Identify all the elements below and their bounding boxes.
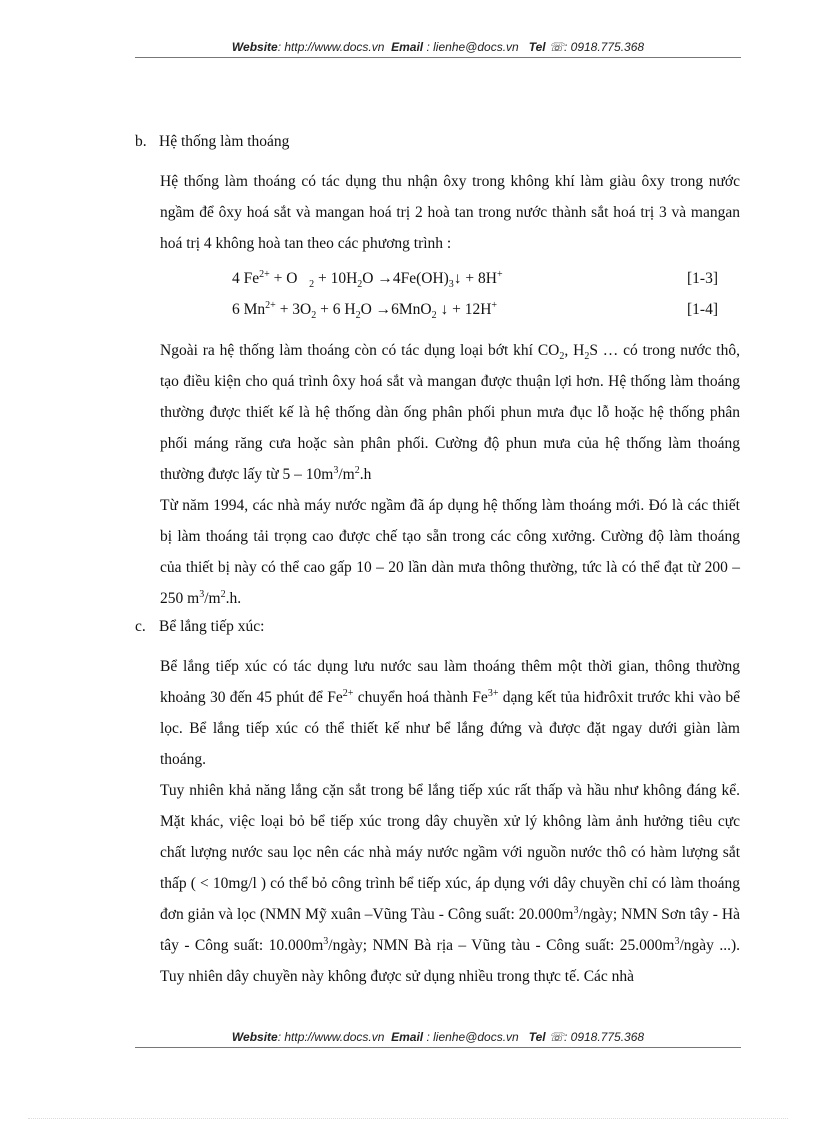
section-b-marker: b. bbox=[135, 133, 147, 150]
footer-email-value: : lienhe@docs.vn bbox=[426, 1030, 519, 1044]
section-c-paragraph-2: Tuy nhiên khả năng lắng cặn sắt trong bể lắng tiếp xúc rất thấp và hầu như không đáng kể. Mặt khác, việc loại bỏ bể tiếp xúc trong dây chuyền xử lý không làm ảnh hưởng tiêu cực chất lượng nước sau lọc nên các nhà máy nước ngầm với nguồn nước thô có hàm lượng sắt thấp ( < 10mg/l ) có thể bỏ công trình bể tiếp xúc, áp dụng với dây chuyền chỉ có làm thoáng đơn giản và lọc (NMN Mỹ xuân –Vũng Tàu - Công suất: $20.000m^3$/ngày; NMN Sơn tây - Hà tây - Công suất: $10.000m^3$/ngày; NMN Bà rịa – Vũng tàu - Công suất: $25.000m^3$/ngày ...). Tuy nhiên dây chuyền này không được sử dụng nhiều trong thực tế. Các nhà bbox=[160, 782, 740, 985]
footer-website-label: Website bbox=[231, 1030, 278, 1044]
footer-email-label: Email bbox=[391, 1030, 424, 1044]
section-c-heading bbox=[135, 618, 264, 636]
section-c-title: Bể lắng tiếp xúc: bbox=[159, 618, 265, 635]
footer-website-value: : http://www.docs.vn bbox=[277, 1030, 385, 1044]
equation-1-4 bbox=[232, 299, 740, 322]
header-website-label: Website bbox=[231, 40, 278, 54]
header-website-value: : http://www.docs.vn bbox=[277, 40, 385, 54]
footer-tel-label: Tel bbox=[528, 1030, 546, 1044]
footer-rule bbox=[135, 1047, 741, 1048]
header-email-label: Email bbox=[391, 40, 424, 54]
equation-1-4-number: [1-4] bbox=[687, 301, 718, 318]
equation-1-3-number: [1-3] bbox=[687, 270, 718, 287]
section-c-paragraph-1: Bể lắng tiếp xúc có tác dụng lưu nước sau làm thoáng thêm một thời gian, thông thường khoảng 30 đến 45 phút để $Fe^{2+}$ chuyển hoá thành $Fe^{3+}$ dạng kết tủa hiđrôxit trước khi vào bể lọc. Bể lắng tiếp xúc có thể thiết kế như bể lắng đứng và được đặt ngay dưới giàn làm thoáng. bbox=[160, 658, 741, 768]
section-b-heading bbox=[135, 133, 289, 151]
section-c-marker: c. bbox=[135, 618, 146, 635]
header-tel-label: Tel bbox=[528, 40, 546, 54]
page-footer bbox=[135, 1030, 741, 1044]
section-b-paragraph-1: Ngoài ra hệ thống làm thoáng còn có tác dụng loại bớt khí $CO_2$, $H_2S$ … có trong nước thô, tạo điều kiện cho quá trình ôxy hoá sắt và mangan được thuận lợi hơn. Hệ thống làm thoáng thường được thiết kế là hệ thống dàn ống phân phối phun mưa đục lỗ hoặc hệ thống phân phối máng răng cưa hoặc sàn phân phối. Cường độ phun mưa của hệ thống làm thoáng thường được lấy từ $5 - 10m^3/m^2.h$ bbox=[160, 342, 740, 483]
phone-icon: ☏ bbox=[548, 1030, 564, 1044]
phone-icon: ☏ bbox=[548, 40, 564, 54]
page-bottom-border bbox=[28, 1118, 788, 1119]
header-email-value: : lienhe@docs.vn bbox=[426, 40, 519, 54]
equation-1-3-body: 4 $Fe^{2+} + O$ $_2 + 10H_2O$ $\to 4Fe(OH)_3↓ + 8H^+$ bbox=[232, 268, 503, 291]
section-b-paragraph-2: Từ năm 1994, các nhà máy nước ngầm đã áp dụng hệ thống làm thoáng mới. Đó là các thiết bị làm thoáng tải trọng cao được chế tạo sẵn trong các công xưởng. Cường độ làm thoáng của thiết bị này có thể cao gấp 10 – 20 lần dàn mưa thông thường, tức là có thể đạt từ 200 – 250 $m^3/m^2.h$. bbox=[160, 497, 740, 607]
section-b-intro: Hệ thống làm thoáng có tác dụng thu nhận ôxy trong không khí làm giàu ôxy trong nước ngầm để ôxy hoá sắt và mangan hoá trị 2 hoà tan trong nước thành sắt hoá trị 3 và mangan hoá trị 4 không hoà tan theo các phương trình : bbox=[160, 173, 740, 252]
header-rule bbox=[135, 57, 741, 58]
page-header bbox=[135, 40, 741, 54]
footer-tel-value: : 0918.775.368 bbox=[563, 1030, 645, 1044]
header-tel-value: : 0918.775.368 bbox=[563, 40, 645, 54]
equation-1-3 bbox=[232, 268, 740, 291]
equation-1-4-body: 6 $Mn^{2+} + 3O_2 + 6$ $H_2O \to 6MnO_2$ ↓ + 12H+ bbox=[232, 299, 498, 322]
section-b-title: Hệ thống làm thoáng bbox=[159, 133, 290, 150]
